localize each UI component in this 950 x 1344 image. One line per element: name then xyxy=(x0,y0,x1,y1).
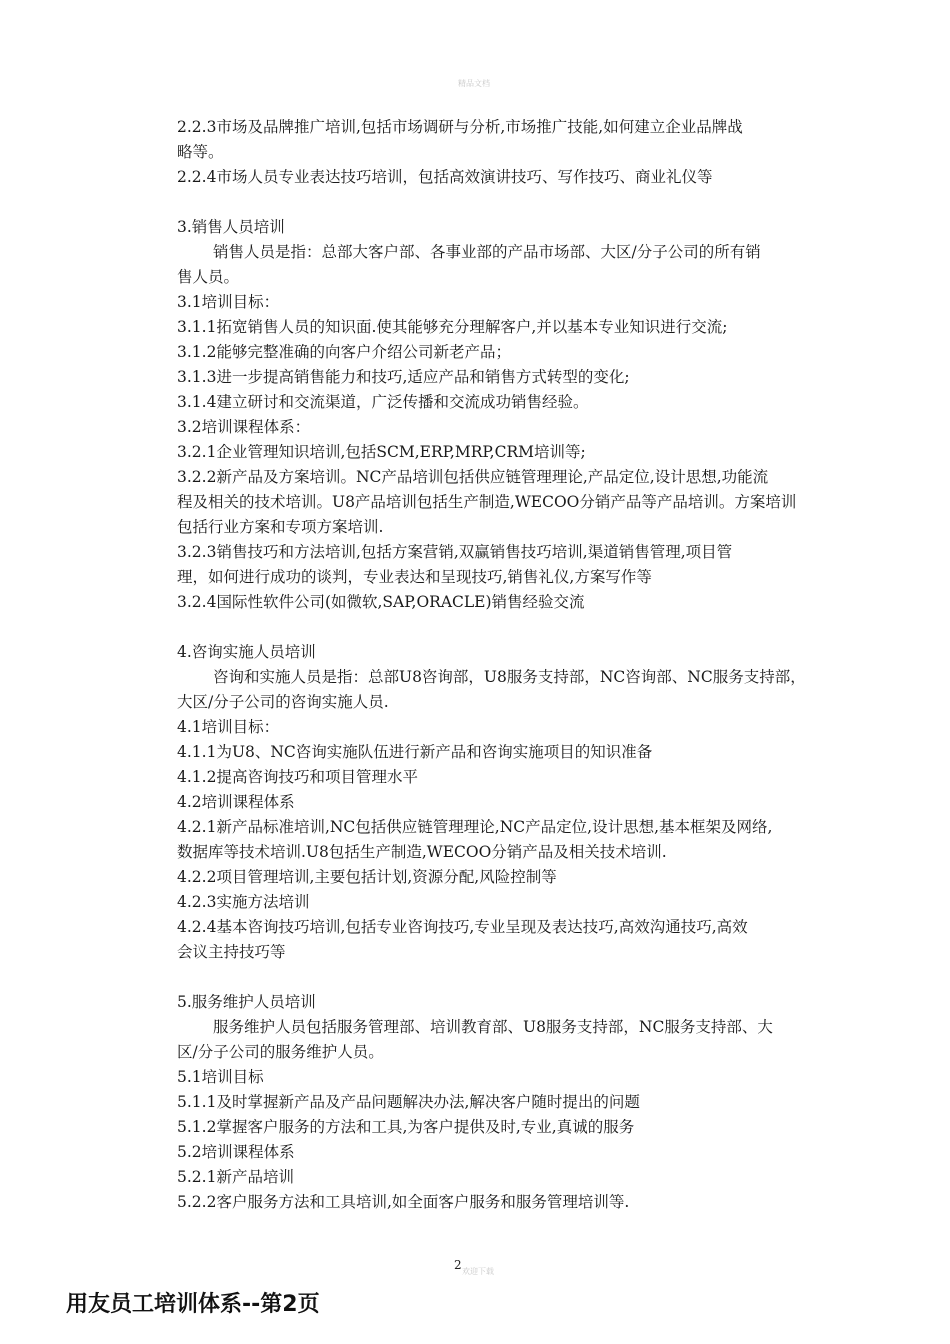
text-line: 4.2.3实施方法培训 xyxy=(177,893,310,911)
text-line: 3.2.1企业管理知识培训,包括SCM,ERP,MRP,CRM培训等; xyxy=(177,443,586,461)
text-line: 理，如何进行成功的谈判，专业表达和呈现技巧,销售礼仪,方案写作等 xyxy=(177,568,652,586)
text-line: 包括行业方案和专项方案培训. xyxy=(177,518,384,536)
text-line: 4.2.2项目管理培训,主要包括计划,资源分配,风险控制等 xyxy=(177,868,557,886)
text-line: 会议主持技巧等 xyxy=(177,943,286,961)
text-line: 3.2.2新产品及方案培训。NC产品培训包括供应链管理理论,产品定位,设计思想,功能流 xyxy=(177,468,769,486)
text-line: 5.2培训课程体系 xyxy=(177,1143,295,1161)
text-line: 数据库等技术培训.U8包括生产制造,WECOO分销产品及相关技术培训. xyxy=(177,843,667,861)
text-line: 4.2培训课程体系 xyxy=(177,793,295,811)
text-line: 5.2.2客户服务方法和工具培训,如全面客户服务和服务管理培训等. xyxy=(177,1193,630,1211)
blank-line xyxy=(177,190,817,215)
text-line: 略等。 xyxy=(177,143,224,161)
text-line: 大区/分子公司的咨询实施人员. xyxy=(177,693,389,711)
text-line: 销售人员是指：总部大客户部、各事业部的产品市场部、大区/分子公司的所有销 xyxy=(213,243,761,261)
text-line: 3.1.1拓宽销售人员的知识面.使其能够充分理解客户,并以基本专业知识进行交流; xyxy=(177,318,728,336)
text-line: 售人员。 xyxy=(177,268,240,286)
text-line: 3.1.4建立研讨和交流渠道，广泛传播和交流成功销售经验。 xyxy=(177,393,589,411)
text-line: 3.1.3进一步提高销售能力和技巧,适应产品和销售方式转型的变化; xyxy=(177,368,630,386)
text-line: 3.1培训目标： xyxy=(177,293,280,311)
text-line: 5.服务维护人员培训 xyxy=(177,993,316,1011)
watermark-top: 精品文档 xyxy=(458,79,490,88)
text-line: 3.2.3销售技巧和方法培训,包括方案营销,双赢销售技巧培训,渠道销售管理,项目管 xyxy=(177,543,733,561)
text-line: 3.销售人员培训 xyxy=(177,218,285,236)
text-line: 4.2.1新产品标准培训,NC包括供应链管理理论,NC产品定位,设计思想,基本框架及网络, xyxy=(177,818,773,836)
text-line: 3.2培训课程体系： xyxy=(177,418,311,436)
text-line: 4.咨询实施人员培训 xyxy=(177,643,316,661)
text-line: 服务维护人员包括服务管理部、培训教育部、U8服务支持部，NC服务支持部、大 xyxy=(213,1018,773,1036)
text-line: 4.1.1为U8、NC咨询实施队伍进行新产品和咨询实施项目的知识准备 xyxy=(177,743,653,761)
text-line: 3.1.2能够完整准确的向客户介绍公司新老产品； xyxy=(177,343,511,361)
text-line: 区/分子公司的服务维护人员。 xyxy=(177,1043,384,1061)
text-line: 2.2.3市场及品牌推广培训,包括市场调研与分析,市场推广技能,如何建立企业品牌战 xyxy=(177,118,743,136)
blank-line xyxy=(177,965,817,990)
text-line: 5.1培训目标 xyxy=(177,1068,264,1086)
blank-line xyxy=(177,615,817,640)
text-line: 5.1.2掌握客户服务的方法和工具,为客户提供及时,专业,真诚的服务 xyxy=(177,1118,635,1136)
document-body xyxy=(177,115,817,1215)
text-line: 5.1.1及时掌握新产品及产品问题解决办法,解决客户随时提出的问题 xyxy=(177,1093,640,1111)
watermark-bottom: 欢迎下载 xyxy=(462,1267,494,1276)
text-line: 4.2.4基本咨询技巧培训,包括专业咨询技巧,专业呈现及表达技巧,高效沟通技巧,高效 xyxy=(177,918,748,936)
text-line: 5.2.1新产品培训 xyxy=(177,1168,294,1186)
footer-title: 用友员工培训体系--第2页 xyxy=(66,1292,320,1317)
text-line: 4.1.2提高咨询技巧和项目管理水平 xyxy=(177,768,418,786)
text-line: 3.2.4国际性软件公司(如微软,SAP,ORACLE)销售经验交流 xyxy=(177,593,585,611)
text-line: 2.2.4市场人员专业表达技巧培训，包括高效演讲技巧、写作技巧、商业礼仪等 xyxy=(177,168,713,186)
text-line: 程及相关的技术培训。U8产品培训包括生产制造,WECOO分销产品等产品培训。方案培训 xyxy=(177,493,797,511)
text-line: 4.1培训目标： xyxy=(177,718,280,736)
page-number: 2 xyxy=(454,1258,462,1272)
text-line: 咨询和实施人员是指：总部U8咨询部，U8服务支持部，NC咨询部、NC服务支持部， xyxy=(213,668,806,686)
